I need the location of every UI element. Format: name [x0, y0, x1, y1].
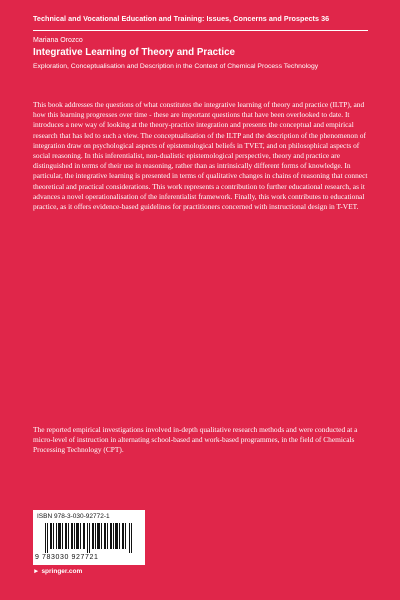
barcode-digits: 9 783030 927721 — [35, 554, 99, 561]
isbn-barcode-box — [33, 510, 145, 565]
description-paragraph-2: The reported empirical investigations involved in-depth qualitative research methods and were conducted at a micro-level of instruction in alternating school-based and work-based programmes, in the field of Chemicals Processing Technology (CPT). — [33, 425, 358, 455]
author-name: Mariana Orozco — [33, 37, 83, 44]
description-paragraph-1: This book addresses the questions of what constitutes the integrative learning of theory and practice (ILTP), and how this learning progresses over time - these are important questions that have been overlooked to date. It introduces a new way of looking at the theory-practice integration and presents the conceptual and empirical research that has led to such a view. The conceptualisation of the ILTP and the description of the phenomenon of integration draw on psychological aspects of epistemological beliefs in TVET, and on philosophical aspects of social reasoning. In this inferentialist, non-dualistic epistemological perspective, theory and practice are distinguished in terms of their use in reasoning, rather than as intrinsically different forms of knowledge. In particular, the integrative learning is presented in terms of qualitative changes in chains of reasoning that connect theoretical and practical considerations. This work represents a contribution to further educational research, as it advances a novel operationalisation of the inferentialist framework. Finally, this work contributes to educational practice, as it offers evidence-based guidelines for practitioners concerned with instructional design in T-VET. — [33, 100, 368, 212]
series-title: Technical and Vocational Education and Training: Issues, Concerns and Prospects 36 — [33, 14, 330, 23]
barcode-icon — [45, 523, 133, 553]
book-title: Integrative Learning of Theory and Practice — [33, 47, 235, 58]
publisher-link[interactable] — [33, 568, 82, 575]
isbn-number: ISBN 978-3-030-92772-1 — [37, 513, 110, 520]
book-subtitle: Exploration, Conceptualisation and Description in the Context of Chemical Process Technology — [33, 63, 319, 70]
header-divider — [33, 30, 368, 31]
arrow-right-icon: ► — [33, 568, 40, 575]
publisher-url: springer.com — [41, 568, 83, 575]
